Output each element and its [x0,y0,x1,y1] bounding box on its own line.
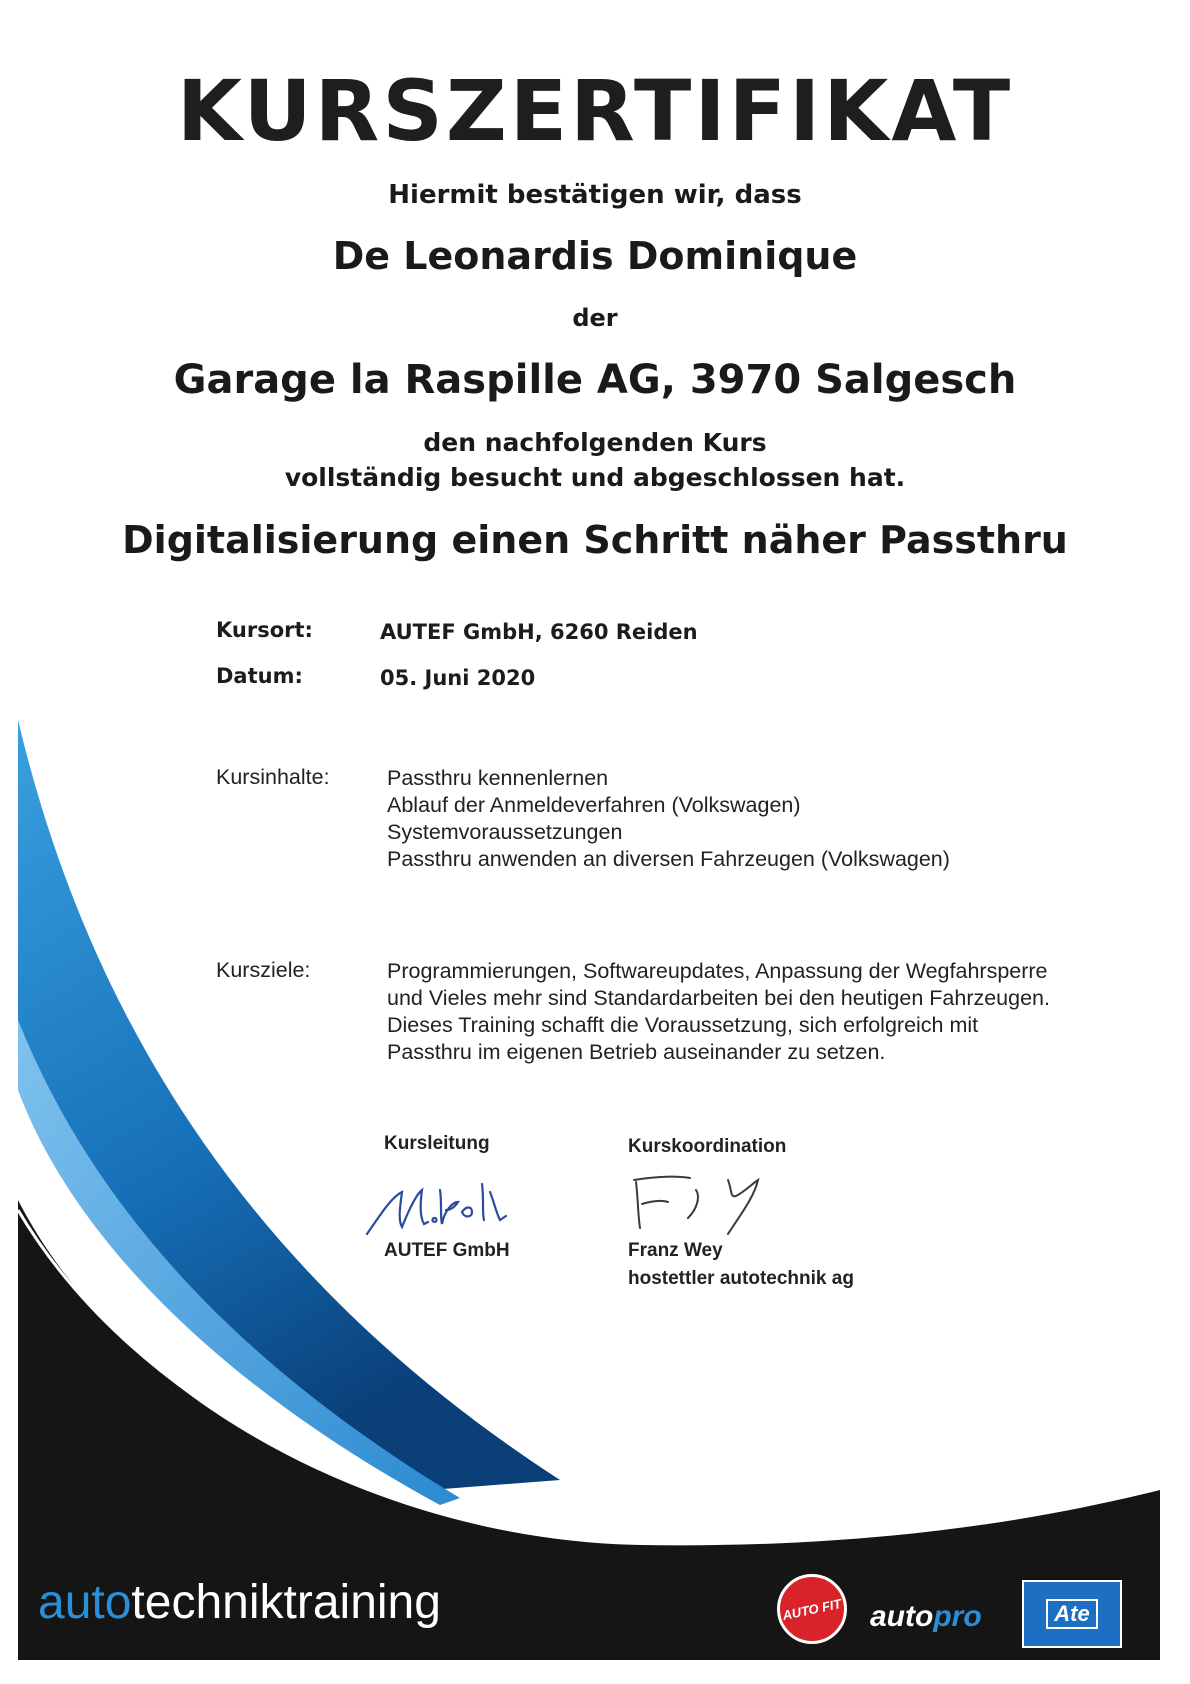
intro-text: Hiermit bestätigen wir, dass [388,180,802,210]
course-lead-heading: Kursleitung [384,1133,490,1154]
completion-line-1: den nachfolgenden Kurs [423,428,767,457]
connector-text: der [572,304,618,332]
footer-brand [38,1575,441,1630]
ate-logo [1022,1580,1122,1648]
contents-list [387,765,950,873]
course-lead-org: AUTEF GmbH [384,1240,510,1261]
date-value: 05. Juni 2020 [380,666,536,690]
location-label: Kursort: [216,618,313,642]
date-label: Datum: [216,664,303,688]
list-item: Passthru kennenlernen [387,766,609,790]
coordinator-org: hostettler autotechnik ag [628,1268,854,1289]
autopro-logo [870,1600,982,1634]
goals-line: Passthru im eigenen Betrieb auseinander zu setzen. [387,1040,886,1064]
coordinator-name: Franz Wey [628,1240,723,1261]
ate-logo-text: Ate [1046,1599,1097,1629]
completion-line-2: vollständig besucht und abgeschlossen hat. [284,463,906,492]
certificate-title: KURSZERTIFIKAT [176,62,1014,160]
location-value: AUTEF GmbH, 6260 Reiden [380,620,698,644]
course-title: Digitalisierung einen Schritt näher Passthru [122,518,1068,562]
goals-line: und Vieles mehr sind Standardarbeiten bei den heutigen Fahrzeugen. [387,986,1050,1010]
course-lead-signature [362,1172,512,1242]
autopro-logo-part-1: auto [870,1600,934,1633]
course-coordination-signature [628,1168,798,1238]
list-item: Ablauf der Anmeldeverfahren (Volkswagen) [387,793,801,817]
goals-line: Programmierungen, Softwareupdates, Anpassung der Wegfahrsperre [387,959,1048,983]
autofit-logo-text: AUTO FIT [781,1595,843,1623]
company-name: Garage la Raspille AG, 3970 Salgesch [173,357,1017,403]
contents-label: Kursinhalte: [216,765,330,789]
list-item: Systemvoraussetzungen [387,820,623,844]
course-coordination-heading: Kurskoordination [628,1136,787,1157]
participant-name: De Leonardis Dominique [332,234,858,278]
goals-line: Dieses Training schafft die Voraussetzung, sich erfolgreich mit [387,1013,979,1037]
goals-label: Kursziele: [216,958,311,982]
footer-brand-rest: techniktraining [131,1576,441,1629]
autofit-logo [777,1574,847,1644]
list-item: Passthru anwenden an diversen Fahrzeugen (Volkswagen) [387,847,950,871]
goals-text [387,958,1050,1066]
footer-brand-accent: auto [38,1576,132,1629]
autopro-logo-part-2: pro [933,1600,982,1633]
